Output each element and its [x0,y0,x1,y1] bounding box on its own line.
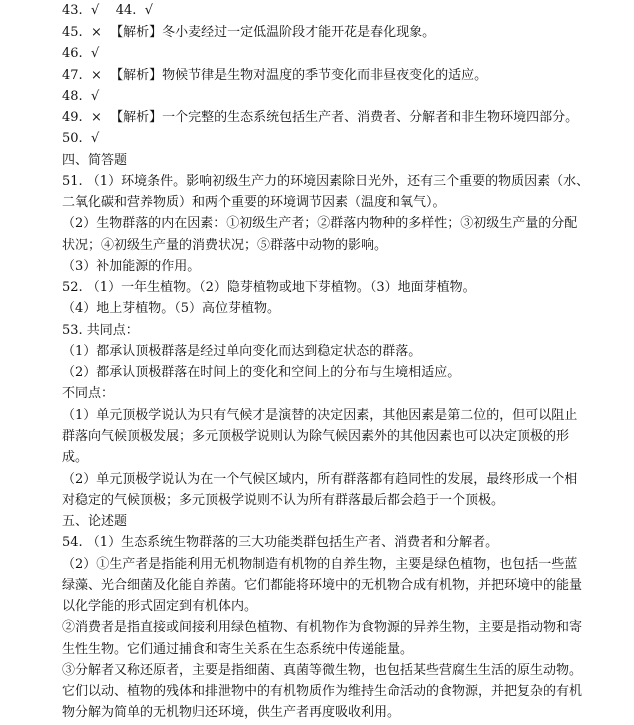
text-line [62,363,602,383]
text-line-content: 二氧化碳和营养物质）和两个重要的环境调节因素（温度和氧气）。 [62,195,446,210]
text-line-content: （1）单元顶极学说认为只有气候才是演替的决定因素，其他因素是第二位的，但可以阻止 [62,408,578,423]
text-line-content: 53. 共同点： [62,323,139,338]
text-line-content: 它们以动、植物的残体和排泄物中的有机物质作为维持生命活动的食物源，并把复杂的有机 [62,684,583,699]
text-line-content: 对稳定的气候顶极；多元顶极学说则不认为所有群落最后都会趋于一个顶极。 [62,493,505,508]
text-line-content: （3）补加能源的作用。 [62,259,201,274]
text-line [62,172,602,192]
text-line-content: 物分解为简单的无机物归还环境，供生产者再度吸收利用。 [62,705,401,720]
text-line [62,151,602,171]
text-line [62,257,602,277]
text-line-content: （2）生物群落的内在因素：①初级生产者；②群落内物种的多样性；③初级生产量的分配 [62,216,578,231]
text-line [62,555,602,575]
text-line [62,299,602,319]
text-line [62,682,602,702]
text-line [62,533,602,553]
text-line-content: 四、简答题 [62,153,128,168]
text-line-content: 47. × 【解析】物候节律是生物对温度的季节变化而非昼夜变化的适应。 [62,68,488,83]
text-line [62,214,602,234]
text-line [62,640,602,660]
text-line [62,703,602,723]
text-line-content: ③分解者又称还原者，主要是指细菌、真菌等微生物，也包括某些营腐生生活的原生动物。 [62,663,583,678]
text-line [62,427,602,447]
text-line [62,66,602,86]
text-line [62,406,602,426]
text-line-content: （2）单元顶极学说认为在一个气候区域内，所有群落都有趋同性的发展，最终形成一个相 [62,472,578,487]
text-line [62,576,602,596]
text-line [62,448,602,468]
text-line [62,470,602,490]
text-line-content: （2）都承认顶极群落在时间上的变化和空间上的分布与生境相适应。 [62,365,461,380]
text-line [62,342,602,362]
text-line [62,87,602,107]
text-line-content: 状况；④初级生产量的消费状况；⑤群落中动物的影响。 [62,238,388,253]
text-line [62,491,602,511]
text-line [62,278,602,298]
text-line [62,321,602,341]
text-line-content: 45. × 【解析】冬小麦经过一定低温阶段才能开花是春化现象。 [62,25,436,40]
text-line [62,44,602,64]
text-line-content: （4）地上芽植物。（5）高位芽植物。 [62,301,281,316]
text-line-content: 绿藻、光合细菌及化能自养菌。它们都能将环境中的无机物合成有机物，并把环境中的能量 [62,578,583,593]
text-line [62,23,602,43]
text-line-content: 50. √ [62,131,100,146]
text-line-content: 52. （1）一年生植物。（2）隐芽植物或地下芽植物。（3）地面芽植物。 [62,280,476,295]
text-line [62,236,602,256]
text-line-content: （1）都承认顶极群落是经过单向变化而达到稳定状态的群落。 [62,344,422,359]
text-line-content: 生性生物。它们通过捕食和寄生关系在生态系统中传递能量。 [62,642,414,657]
text-line [62,618,602,638]
text-line-content: 成。 [62,450,89,465]
text-line-content: 48. √ [62,89,100,104]
text-line [62,129,602,149]
text-line-content: 43. √ 44. √ [62,3,153,18]
text-line-content: 51. （1）环境条件。影响初级生产力的环境因素除日光外，还有三个重要的物质因素（水、 [62,174,590,189]
text-line-content: 54. （1）生态系统生物群落的三大功能类群包括生产者、消费者和分解者。 [62,535,499,550]
text-line-content: 以化学能的形式固定到有机体内。 [62,599,258,614]
text-line-content: 群落向气候顶极发展；多元顶极学说则认为除气候因素外的其他因素也可以决定顶极的形 [62,429,570,444]
text-line-content: 五、论述题 [62,514,128,529]
text-line-content: 不同点： [62,386,115,401]
text-line [62,661,602,681]
text-line [62,108,602,128]
text-line-content: （2）①生产者是指能利用无机物制造有机物的自养生物，主要是绿色植物，也包括一些蓝 [62,557,578,572]
text-line-content: ②消费者是指直接或间接利用绿色植物、有机物作为食物源的异养生物，主要是指动物和寄 [62,620,583,635]
text-line-content: 49. × 【解析】一个完整的生态系统包括生产者、消费者、分解者和非生物环境四部分。 [62,110,579,125]
text-line [62,384,602,404]
text-line [62,1,602,21]
text-line [62,597,602,617]
text-line [62,193,602,213]
text-line-content: 46. √ [62,46,100,61]
text-line [62,512,602,532]
